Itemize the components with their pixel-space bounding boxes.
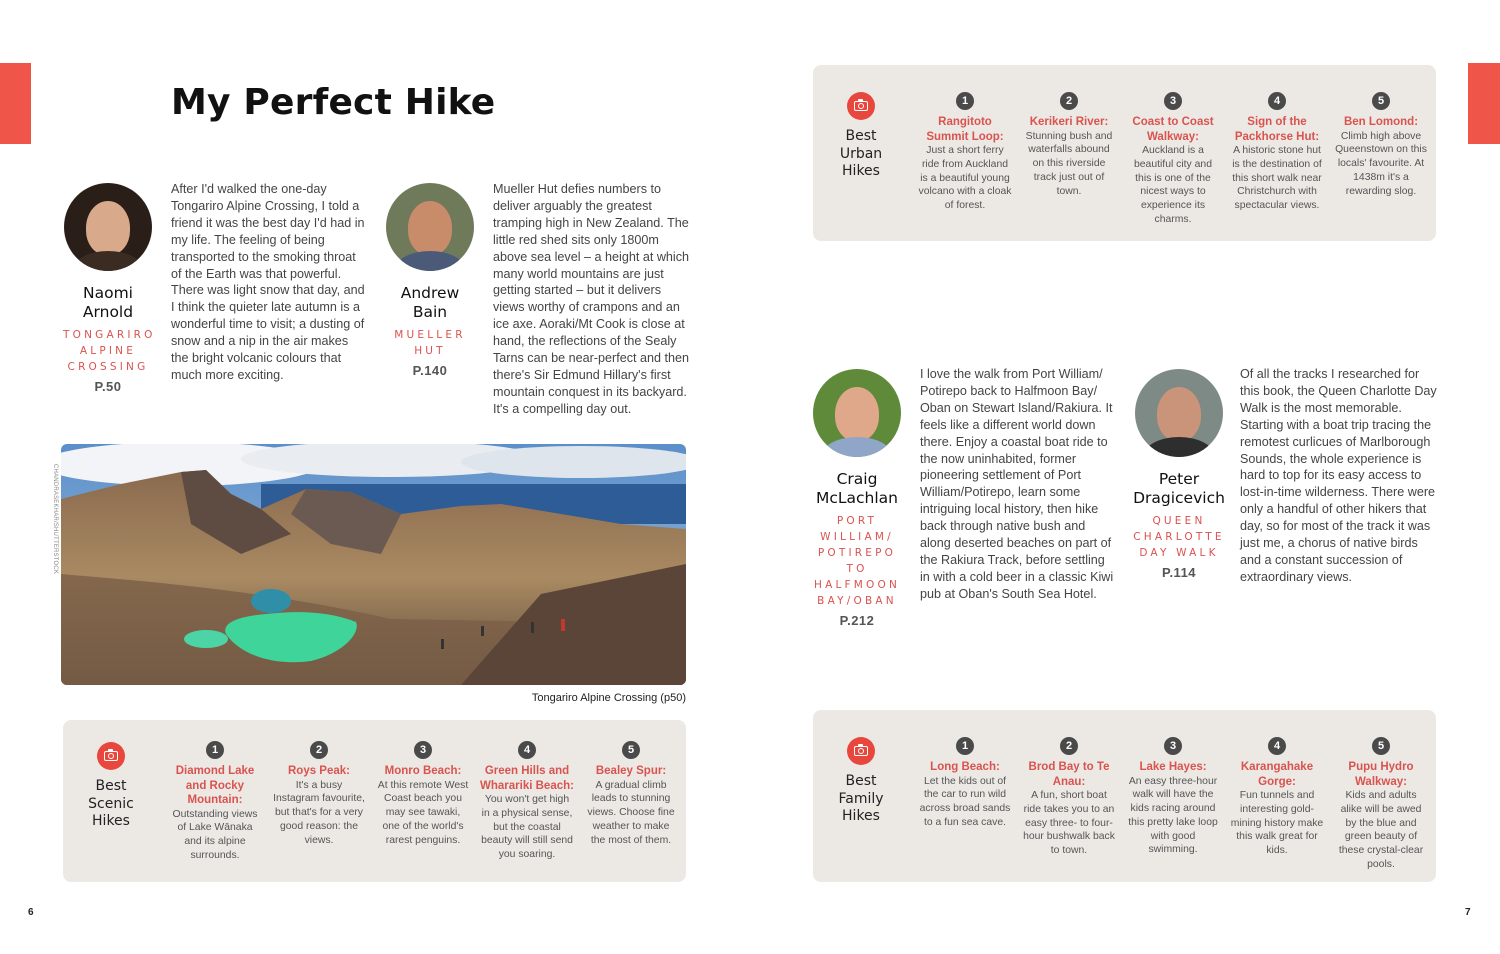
hike-desc: You won't get high in a physical sense, but the coastal beauty will still send you soaring. bbox=[481, 794, 573, 861]
hike-desc: At this remote West Coast beach you may see tawaki, one of the world's rarest penguins. bbox=[377, 779, 469, 846]
author-peter-dragicevich bbox=[1129, 369, 1229, 580]
hike-title: Sign of the Packhorse Hut: bbox=[1234, 116, 1320, 143]
hike-desc: Climb high above Queenstown on this locals' favourite. At 1438m it's a rewarding slog. bbox=[1335, 130, 1427, 197]
camera-icon bbox=[97, 742, 125, 770]
author-hike: MUELLER HUT bbox=[394, 329, 466, 357]
box-best-scenic-hikes bbox=[63, 720, 686, 882]
box-label bbox=[825, 92, 897, 181]
avatar bbox=[64, 183, 152, 271]
hike-desc: Outstanding views of Lake Wānaka and its alpine surrounds. bbox=[172, 808, 258, 861]
hike-item bbox=[1022, 737, 1116, 858]
author-page-ref: P.212 bbox=[839, 613, 875, 628]
author-craig-mclachlan bbox=[808, 369, 906, 628]
author-page-ref: P.140 bbox=[412, 363, 448, 378]
number-badge: 5 bbox=[1372, 737, 1390, 755]
camera-icon bbox=[847, 92, 875, 120]
hike-title: Diamond Lake and Rocky Mountain: bbox=[175, 765, 255, 806]
number-badge: 1 bbox=[206, 741, 224, 759]
photo-caption: Tongariro Alpine Crossing (p50) bbox=[531, 692, 686, 704]
author-name: Peter Dragicevich bbox=[1133, 470, 1225, 507]
section-tab-left bbox=[0, 63, 31, 144]
author-quote: Mueller Hut defies numbers to deliver arguably the greatest tramping high in New Zealand. The little red shed sits only 1800m above sea level – a height at which many world mountains are just getting started – but it delivers views worthy of crampons and an ice axe. Aoraki/Mt Cook is close at hand, the reflections of the Sealy Tarns can be near-perfect and then there's Sir Edmund Hillary's first mountain conquest in its backyard. It's a compelling day out. bbox=[493, 182, 690, 416]
hike-title: Pupu Hydro Walkway: bbox=[1348, 761, 1414, 788]
hike-item bbox=[1334, 92, 1428, 198]
hike-title: Ben Lomond: bbox=[1343, 116, 1419, 128]
number-badge: 2 bbox=[1060, 737, 1078, 755]
hike-title: Green Hills and Wharariki Beach: bbox=[480, 765, 574, 792]
number-badge: 3 bbox=[414, 741, 432, 759]
hike-title: Coast to Coast Walkway: bbox=[1132, 116, 1214, 143]
hike-desc: Kids and adults alike will be awed by the blue and green beauty of these crystal-clear pools. bbox=[1338, 790, 1424, 870]
hike-item bbox=[1022, 92, 1116, 198]
hike-title: Kerikeri River: bbox=[1029, 116, 1109, 128]
landscape-photo bbox=[61, 444, 686, 685]
author-quote: Of all the tracks I researched for this book, the Queen Charlotte Day Walk is the most memorable. Starting with a boat trip tracing the remotest curlicues of Marlborough Sounds, the whole experience is hard to top for its easy access to lost-in-time wilderness. There were only a handful of other hikers that day, so for most of the track it was just me, a chorus of native birds and a constant succession of extraordinary views. bbox=[1240, 367, 1437, 584]
hike-desc: An easy three-hour walk will have the kids racing around this pretty lake loop with good swimming. bbox=[1128, 775, 1218, 856]
number-badge: 4 bbox=[1268, 737, 1286, 755]
box-label bbox=[75, 742, 147, 831]
box-best-family-hikes bbox=[813, 710, 1436, 882]
hike-desc: Stunning bush and waterfalls abound on this riverside track just out of town. bbox=[1025, 130, 1113, 197]
hike-item bbox=[1230, 92, 1324, 213]
hike-desc: Fun tunnels and interesting gold-mining history make this walk great for kids. bbox=[1230, 790, 1324, 857]
hike-desc: Let the kids out of the car to run wild across broad sands to a fun sea cave. bbox=[919, 775, 1011, 828]
author-hike: QUEEN CHARLOTTE DAY WALK bbox=[1133, 515, 1225, 559]
author-quote: I love the walk from Port William/ Potirepo back to Halfmoon Bay/ Oban on Stewart Island/Rakiura. It feels like a different world down there. Enjoy a coastal boat ride to the now uninhabited, former pioneering settlement of Port William/Potirepo, learn some intriguing local history, then hike back through native bush and along deserted beaches on part of the Rakiura Track, before settling in with a cold beer in a classic Kiwi pub at Oban's South Sea Hotel. bbox=[920, 367, 1114, 601]
hike-title: Roys Peak: bbox=[287, 765, 350, 777]
number-badge: 3 bbox=[1164, 92, 1182, 110]
box-title: Best Urban Hikes bbox=[839, 128, 883, 179]
hike-item bbox=[918, 92, 1012, 213]
author-hike: TONGARIRO ALPINE CROSSING bbox=[63, 329, 156, 373]
hike-item bbox=[1230, 737, 1324, 858]
hike-item bbox=[272, 741, 366, 847]
number-badge: 1 bbox=[956, 92, 974, 110]
hike-item bbox=[1126, 92, 1220, 227]
number-badge: 5 bbox=[622, 741, 640, 759]
author-name: Craig McLachlan bbox=[815, 470, 898, 507]
hike-item bbox=[480, 741, 574, 862]
photo-credit: CHANDRASEKHAR/SHUTTERSTOCK bbox=[52, 464, 58, 575]
hike-title: Rangitoto Summit Loop: bbox=[926, 116, 1004, 143]
author-page-ref: P.50 bbox=[94, 379, 122, 394]
number-badge: 2 bbox=[310, 741, 328, 759]
author-naomi-arnold bbox=[63, 183, 156, 394]
box-best-urban-hikes bbox=[813, 65, 1436, 241]
number-badge: 4 bbox=[518, 741, 536, 759]
hike-desc: Just a short ferry ride from Auckland is a beautiful young volcano with a cloak of forest. bbox=[918, 145, 1012, 212]
hike-title: Lake Hayes: bbox=[1139, 761, 1207, 773]
author-name: Naomi Arnold bbox=[82, 284, 134, 321]
page-title: My Perfect Hike bbox=[171, 82, 496, 123]
hike-item bbox=[1126, 737, 1220, 857]
hike-item bbox=[918, 737, 1012, 830]
hike-desc: A fun, short boat ride takes you to an easy three- to four-hour bushwalk back to town. bbox=[1023, 790, 1115, 857]
hike-desc: A historic stone hut is the destination of this short walk near Christchurch with spectacular views. bbox=[1232, 145, 1322, 212]
author-andrew-bain bbox=[385, 183, 475, 378]
box-label bbox=[825, 737, 897, 826]
hike-item bbox=[1334, 737, 1428, 872]
hike-desc: Auckland is a beautiful city and this is one of the nicest ways to experience its charms. bbox=[1134, 145, 1212, 225]
page-number-left: 6 bbox=[28, 907, 34, 918]
page-number-right: 7 bbox=[1465, 907, 1471, 918]
hike-title: Long Beach: bbox=[930, 761, 1000, 773]
hike-item bbox=[376, 741, 470, 847]
author-hike: PORT WILLIAM/ POTIREPO TO HALFMOON BAY/OBAN bbox=[813, 515, 900, 607]
hike-desc: A gradual climb leads to stunning views. Choose fine weather to make the most of them. bbox=[587, 779, 675, 846]
number-badge: 4 bbox=[1268, 92, 1286, 110]
section-tab-right bbox=[1468, 63, 1500, 144]
hike-title: Brod Bay to Te Anau: bbox=[1028, 761, 1110, 788]
avatar bbox=[386, 183, 474, 271]
number-badge: 1 bbox=[956, 737, 974, 755]
number-badge: 2 bbox=[1060, 92, 1078, 110]
number-badge: 3 bbox=[1164, 737, 1182, 755]
hike-item bbox=[168, 741, 262, 863]
box-title: Best Scenic Hikes bbox=[88, 778, 134, 829]
avatar bbox=[813, 369, 901, 457]
hike-title: Monro Beach: bbox=[384, 765, 462, 777]
number-badge: 5 bbox=[1372, 92, 1390, 110]
box-title: Best Family Hikes bbox=[838, 773, 884, 824]
hike-item bbox=[584, 741, 678, 847]
camera-icon bbox=[847, 737, 875, 765]
hike-title: Bealey Spur: bbox=[595, 765, 667, 777]
author-name: Andrew Bain bbox=[400, 284, 460, 321]
author-page-ref: P.114 bbox=[1161, 565, 1197, 580]
hike-desc: It's a busy Instagram favourite, but that's for a very good reason: the views. bbox=[273, 779, 365, 846]
avatar bbox=[1135, 369, 1223, 457]
hike-title: Karangahake Gorge: bbox=[1240, 761, 1314, 788]
author-quote: After I'd walked the one-day Tongariro Alpine Crossing, I told a friend it was the best day I'd had in my life. The feeling of being transported to the smoking throat of the Earth was that powerful. There was light snow that day, and I think the quieter late autumn is a wonderful time to visit; a dusting of snow and a nip in the air makes the bright volcanic colours that much more exciting. bbox=[171, 182, 365, 382]
